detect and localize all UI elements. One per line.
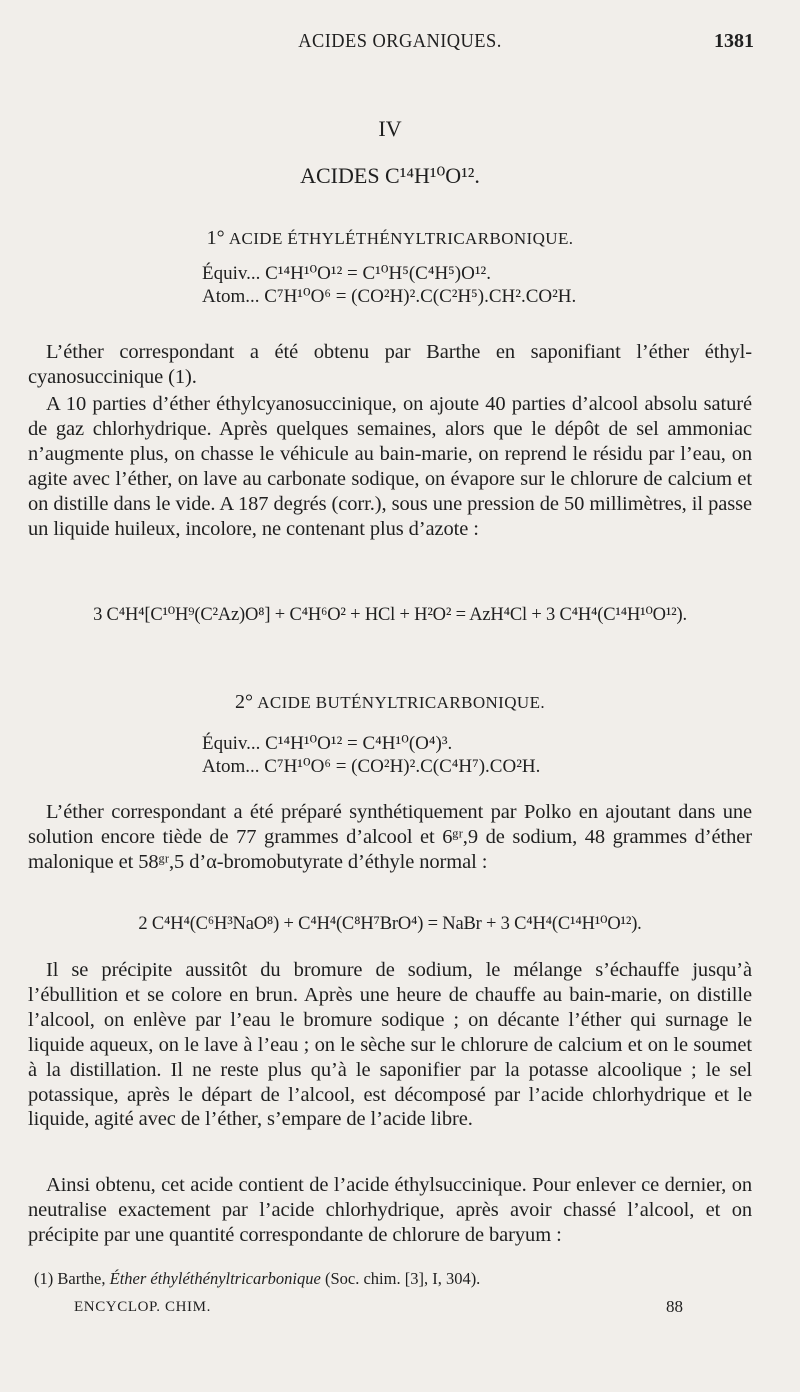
page-header xyxy=(0,30,800,60)
footnote-prefix: (1) Barthe, xyxy=(34,1269,106,1288)
paragraph: Il se précipite aussitôt du bromure de sodium, le mélange s’échauffe jusqu’à l’ébullition et se colore en brun. Après une heure de chauffe au bain-marie, on distille l’alcool, on enlève par l’eau le bromure sodique ; on décante l’éther qui surnage le liquide aqueux, on le lave à l’eau ; on le sèche sur le chlorure de calcium et on le soumet à la distillation. Il ne reste plus qu’à le saponifier par la potasse alcoolique ; le sel potassique, après le départ de l’alcool, est décomposé par l’acide chlorhydrique et le liquide, agité avec de l’éther, s’empare de l’acide libre. xyxy=(28,959,752,1131)
formula-block-1 xyxy=(202,262,722,308)
paragraph: L’éther correspondant a été préparé synthétiquement par Polko en ajoutant dans une solution encore tiède de 77 grammes d’alcool et 6ᵍʳ,9 de sodium, 48 grammes d’éther malonique et 58ᵍʳ,5 d’α-bromobutyrate d’éthyle normal : xyxy=(28,801,752,873)
footnote xyxy=(34,1269,758,1289)
subsection-number: 2° xyxy=(234,691,253,713)
chemical-equation: 2 C⁴H⁴(C⁶H³NaO⁸) + C⁴H⁴(C⁸H⁷BrO⁴) = NaBr + 3 C⁴H⁴(C¹⁴H¹⁰O¹²). xyxy=(138,914,642,934)
equiv-formula: Équiv... C¹⁴H¹⁰O¹² = C¹⁰H⁵(C⁴H⁵)O¹². xyxy=(202,263,491,284)
page-number: 1381 xyxy=(714,30,754,52)
footer-publication: ENCYCLOP. CHIM. xyxy=(74,1299,211,1315)
section-number: IV xyxy=(378,116,402,141)
atom-formula: Atom... C⁷H¹⁰O⁶ = (CO²H)².C(C⁴H⁷).CO²H. xyxy=(202,756,541,777)
footnote-source: (Soc. chim. [3], I, 304). xyxy=(324,1269,481,1288)
formula-block-2 xyxy=(202,732,722,778)
running-title: ACIDES ORGANIQUES. xyxy=(298,30,502,52)
equiv-formula: Équiv... C¹⁴H¹⁰O¹² = C⁴H¹⁰(O⁴)³. xyxy=(202,733,453,754)
chemical-equation: 3 C⁴H⁴[C¹⁰H⁹(C²Az)O⁸] + C⁴H⁶O² + HCl + H²O² = AzH⁴Cl + 3 C⁴H⁴(C¹⁴H¹⁰O¹²). xyxy=(93,605,687,625)
section-title: ACIDES C¹⁴H¹⁰O¹². xyxy=(300,163,480,188)
footnote-title: Éther éthyléthényltricarbonique xyxy=(109,1269,321,1288)
paragraph: A 10 parties d’éther éthylcyanosuccinique, on ajoute 40 parties d’alcool absolu saturé de gaz chlorhydrique. Après quelques semaines, alors que le dépôt de sel ammoniac n’augmente plus, on chasse le véhicule au bain-marie, on reprend le résidu par l’eau, on agite avec l’éther, on lave au carbonate sodique, on évapore sur le chlorure de calcium et on distille dans le vide. A 187 degrés (corr.), sous une pression de 50 millimètres, il passe un liquide huileux, incolore, ne contenant plus d’azote : xyxy=(28,393,752,540)
subsection-heading-1 xyxy=(28,227,752,250)
subsection-heading-2 xyxy=(28,691,752,714)
subsection-title: ACIDE BUTÉNYLTRICARBONIQUE. xyxy=(257,693,546,712)
subsection-number: 1° xyxy=(206,227,225,249)
atom-formula: Atom... C⁷H¹⁰O⁶ = (CO²H)².C(C²H⁵).CH².CO²H. xyxy=(202,286,577,307)
paragraph: Ainsi obtenu, cet acide contient de l’acide éthylsuccinique. Pour enlever ce dernier, on neutralise exactement par l’acide chlorhydrique, après avoir chassé l’alcool, et on précipite par une quantité correspondante de chlorure de baryum : xyxy=(28,1174,752,1246)
footer-signature: 88 xyxy=(666,1297,683,1316)
subsection-title: ACIDE ÉTHYLÉTHÉNYLTRICARBONIQUE. xyxy=(228,229,574,248)
paragraph: L’éther correspondant a été obtenu par Barthe en saponifiant l’éther éthyl-cyanosuccinique (1). xyxy=(28,341,752,388)
